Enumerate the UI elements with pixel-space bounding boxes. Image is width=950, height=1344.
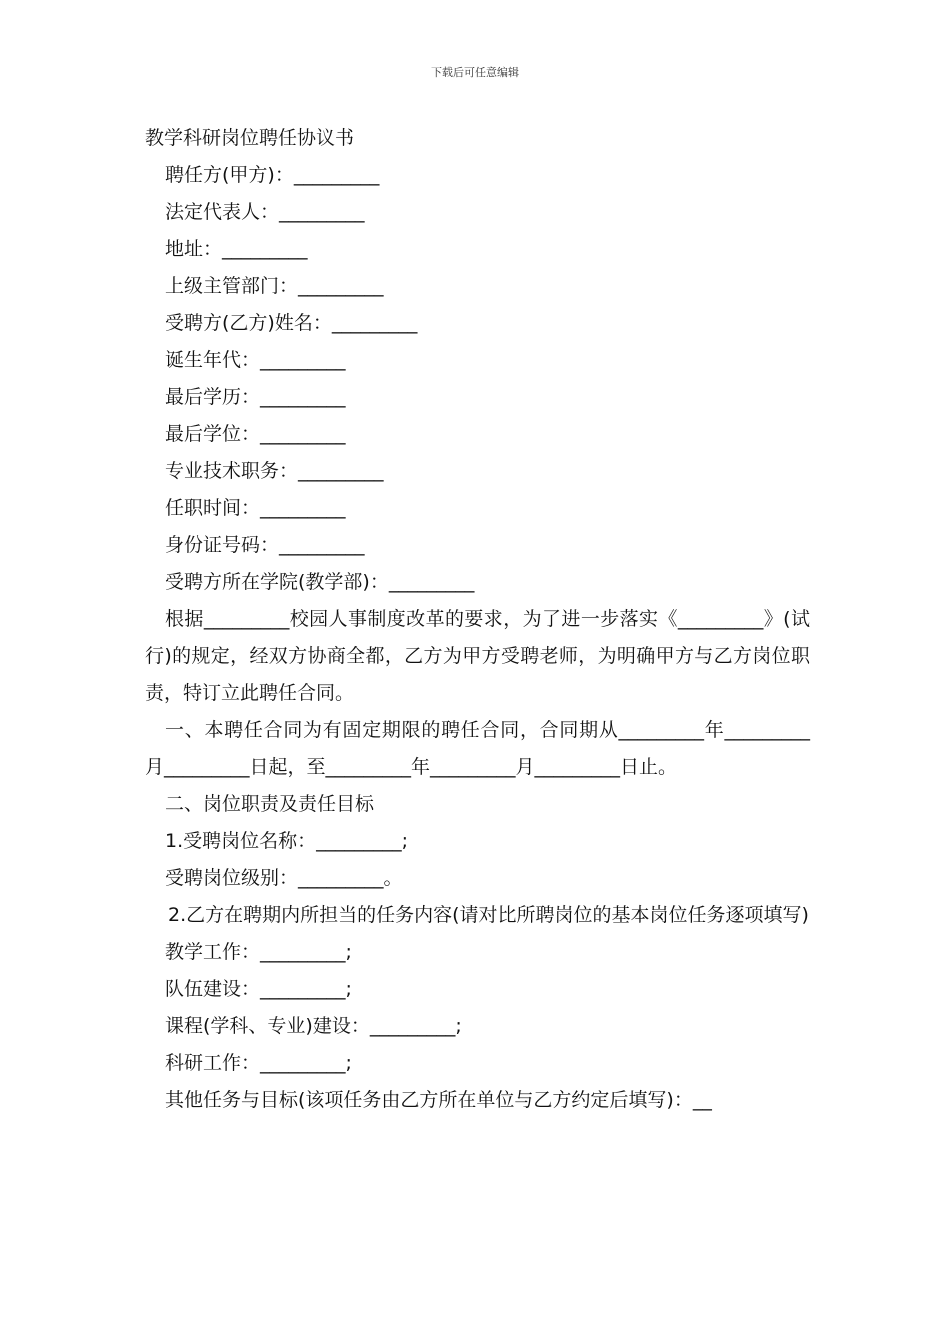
field-birth-date: 诞生年代：_________ bbox=[165, 349, 346, 371]
field-appointment-time: 任职时间：_________ bbox=[165, 497, 346, 519]
header-watermark: 下载后可任意编辑 bbox=[431, 66, 519, 79]
field-legal-representative: 法定代表人：_________ bbox=[165, 201, 365, 223]
task-research: 科研工作：_________; bbox=[165, 1052, 352, 1074]
task-curriculum: 课程(学科、专业)建设：_________; bbox=[165, 1015, 462, 1037]
section-1-paragraph: 一、本聘任合同为有固定期限的聘任合同，合同期从_________年_________月_________日起，至_________年_________月_________日止。 bbox=[145, 719, 810, 778]
field-employer: 聘任方(甲方)：_________ bbox=[165, 164, 380, 186]
intro-paragraph: 根据_________校园人事制度改革的要求，为了进一步落实《_________》(试行)的规定，经双方协商全都，乙方为甲方受聘老师，为明确甲方与乙方岗位职责，特订立此聘任合同。 bbox=[145, 608, 810, 704]
field-address: 地址：_________ bbox=[165, 238, 308, 260]
task-intro-paragraph: 2.乙方在聘期内所担当的任务内容(请对比所聘岗位的基本岗位任务逐项填写) bbox=[168, 904, 809, 926]
field-employee-college: 受聘方所在学院(教学部)：_________ bbox=[165, 571, 475, 593]
field-supervising-department: 上级主管部门：_________ bbox=[165, 275, 384, 297]
field-post-name: 1.受聘岗位名称：_________; bbox=[165, 830, 409, 852]
document-title: 教学科研岗位聘任协议书 bbox=[145, 127, 355, 149]
task-teaching: 教学工作：_________; bbox=[165, 941, 352, 963]
field-employee-name: 受聘方(乙方)姓名：_________ bbox=[165, 312, 418, 334]
section-2-title: 二、岗位职责及责任目标 bbox=[165, 793, 375, 815]
task-other: 其他任务与目标(该项任务由乙方所在单位与乙方约定后填写)：__ bbox=[165, 1089, 712, 1111]
field-highest-degree: 最后学位：_________ bbox=[165, 423, 346, 445]
document-body bbox=[145, 120, 810, 1119]
field-post-level: 受聘岗位级别：_________。 bbox=[165, 867, 403, 889]
field-highest-education: 最后学历：_________ bbox=[165, 386, 346, 408]
task-team-building: 队伍建设：_________; bbox=[165, 978, 352, 1000]
field-professional-title: 专业技术职务：_________ bbox=[165, 460, 384, 482]
field-id-number: 身份证号码：_________ bbox=[165, 534, 365, 556]
